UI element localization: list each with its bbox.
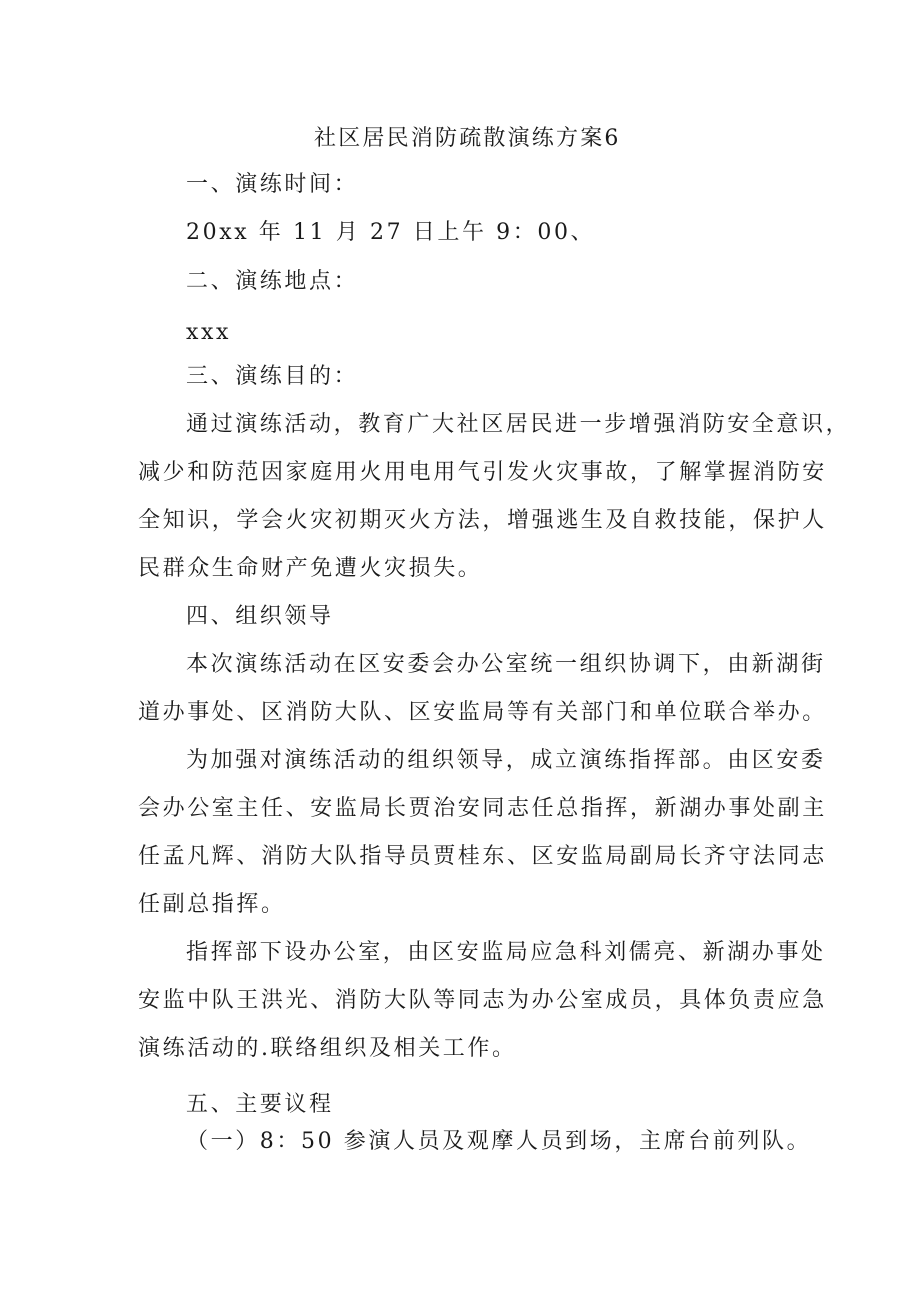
section-heading-purpose: 三、演练目的： <box>186 364 359 389</box>
leadership-p1-line-2: 道办事处、区消防大队、区安监局等有关部门和单位联合举办。 <box>138 700 827 725</box>
purpose-line-4: 民群众生命财产免遭火灾损失。 <box>138 556 483 581</box>
leadership-p3-line-1: 指挥部下设办公室，由区安监局应急科刘儒亮、新湖办事处 <box>186 940 826 965</box>
drill-location-value: xxx <box>186 320 232 345</box>
purpose-line-3: 全知识，学会火灾初期灭火方法，增强逃生及自救技能，保护人 <box>138 508 827 533</box>
leadership-p2-line-2: 会办公室主任、安监局长贾治安同志任总指挥，新湖办事处副主 <box>138 796 827 821</box>
section-heading-time: 一、演练时间： <box>186 172 359 197</box>
leadership-p3-line-3: 演练活动的.联络组织及相关工作。 <box>138 1036 517 1061</box>
drill-time-value: 20xx 年 11 月 27 日上午 9：00、 <box>186 220 596 245</box>
section-heading-agenda: 五、主要议程 <box>186 1092 334 1117</box>
section-heading-location: 二、演练地点： <box>186 269 359 294</box>
document-title: 社区居民消防疏散演练方案6 <box>314 126 621 151</box>
leadership-p2-line-1: 为加强对演练活动的组织领导，成立演练指挥部。由区安委 <box>186 748 826 773</box>
purpose-line-2: 减少和防范因家庭用火用电用气引发火灾事故，了解掌握消防安 <box>138 460 827 485</box>
section-heading-leadership: 四、组织领导 <box>186 604 334 629</box>
leadership-p2-line-3: 任孟凡辉、消防大队指导员贾桂东、区安监局副局长齐守法同志 <box>138 844 827 869</box>
leadership-p3-line-2: 安监中队王洪光、消防大队等同志为办公室成员，具体负责应急 <box>138 988 827 1013</box>
leadership-p1-line-1: 本次演练活动在区安委会办公室统一组织协调下，由新湖街 <box>186 652 826 677</box>
leadership-p2-line-4: 任副总指挥。 <box>138 892 286 917</box>
purpose-line-1: 通过演练活动，教育广大社区居民进一步增强消防安全意识， <box>186 412 851 437</box>
agenda-item-1: （一）8：50 参演人员及观摩人员到场，主席台前列队。 <box>186 1129 812 1154</box>
